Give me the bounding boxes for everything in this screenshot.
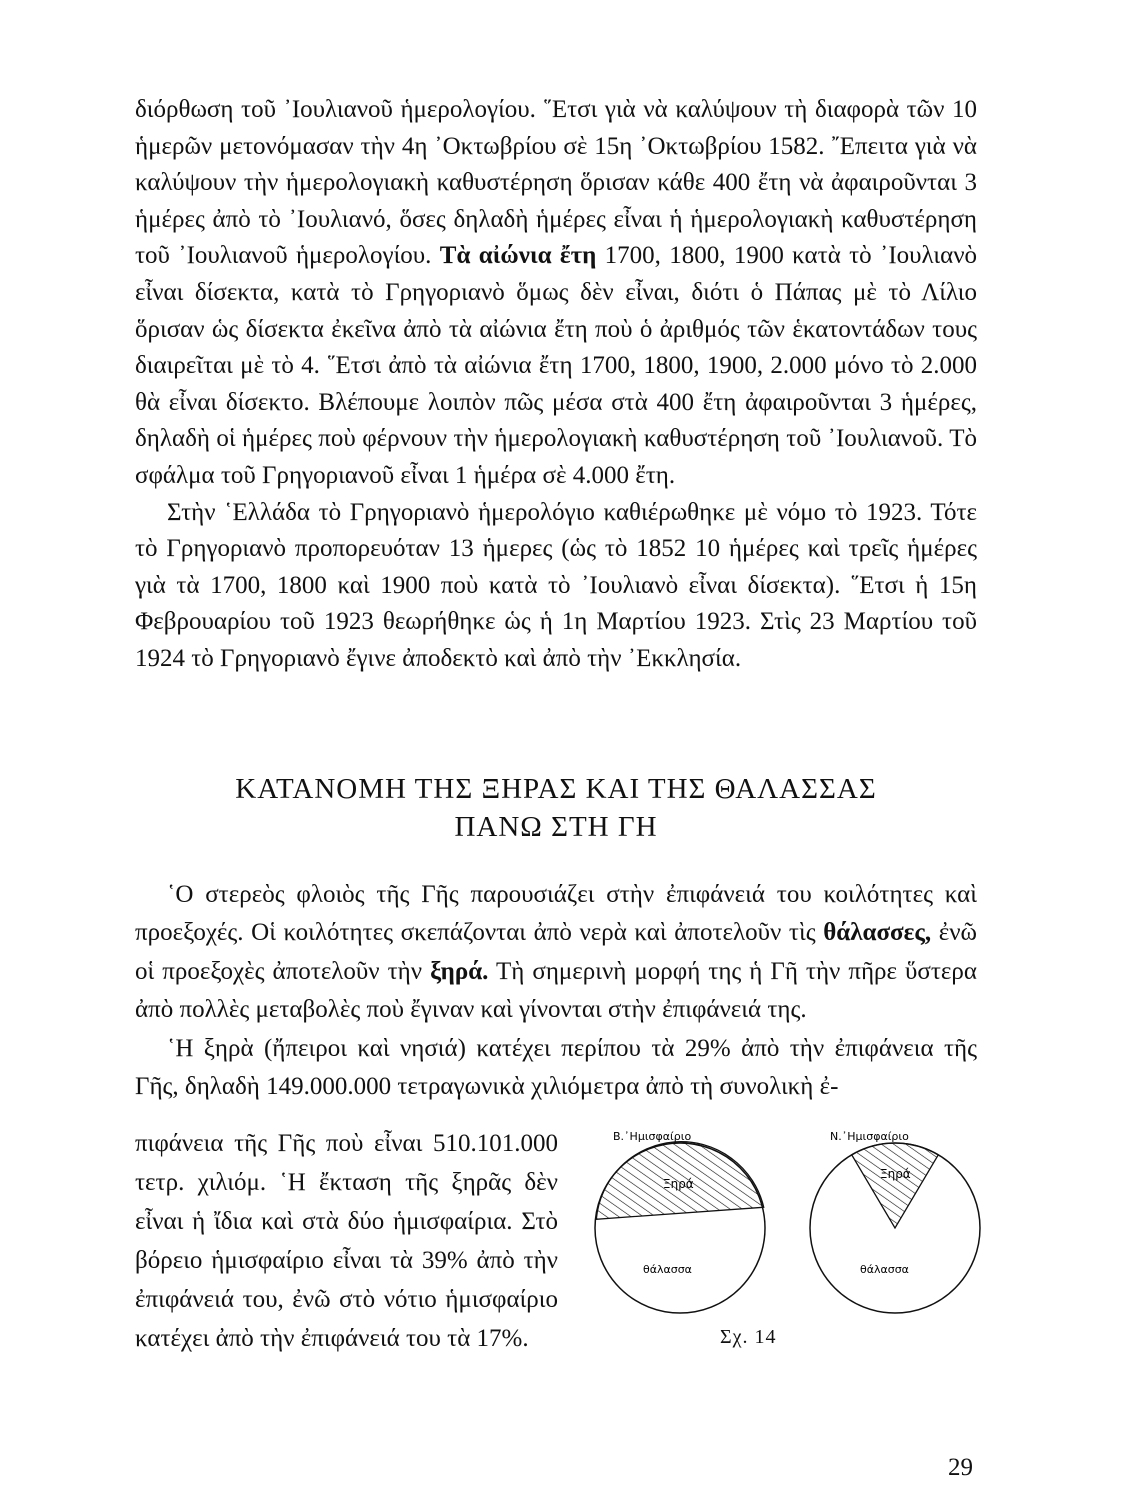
south-sea-label: θάλασσα (860, 1263, 909, 1276)
text-run: ἐνῶ οἱ προεξοχὲς ἀποτελοῦν τὴν (135, 919, 977, 985)
heading-line-1: ΚΑΤΑΝΟΜΗ ΤΗΣ ΞΗΡΑΣ ΚΑΙ ΤΗΣ ΘΑΛΑΣΣΑΣ (235, 773, 877, 805)
paragraph-hemispheres: πιφάνεια τῆς Γῆς ποὺ εἶναι 510.101.000 τετρ. χιλιόμ. ῾Η ἔκταση τῆς ξηρᾶς δὲν εἶναι ἡ ἴδια καὶ στὰ δύο ἡμισφαίρια. Στὸ βόρειο ἡμισφαίριο εἶναι τὰ 39% ἀπὸ τὴν ἐπιφάνειά του, ἐνῶ στὸ νότιο ἡμισφαίριο κατέχει ἀπὸ τὴν ἐπιφάνειά του τὰ 17%. (135, 1130, 558, 1352)
page-number: 29 (948, 1454, 973, 1481)
bold-term-seas: θάλασσες, (823, 919, 932, 947)
text-run: 1700, 1800, 1900 κατὰ τὸ ᾽Ιουλιανὸ εἶναι δίσεκτα, κατὰ τὸ Γρηγοριανὸ ὅμως δὲν εἶναι, διότι ὁ Πάπας μὲ τὸ Λίλιο ὅρισαν ὡς δίσεκτα ἐκεῖνα ἀπὸ τὰ αἰώνια ἔτη ποὺ ὁ ἀριθμός τῶν ἑκατοντάδων τους διαιρεῖται μὲ τὸ 4. ῞Ετσι ἀπὸ τὰ αἰώνια ἔτη 1700, 1800, 1900, 2.000 μόνο τὸ 2.000 θὰ εἶναι δίσεκτο. Βλέπουμε λοιπὸν πῶς μέσα στὰ 400 ἔτη ἀφαιροῦνται 3 ἡμέρες, δηλαδὴ οἱ ἡμέρες ποὺ φέρνουν τὴν ἡμερολογιακὴ καθυστέρηση τοῦ ᾽Ιουλιανοῦ. Τὸ σφάλμα τοῦ Γρηγοριανοῦ εἶναι 1 ἡμέρα σὲ 4.000 ἔτη. (135, 242, 977, 489)
text-run: διόρθωση τοῦ ᾽Ιουλιανοῦ ἡμερολογίου. ῞Ετσι γιὰ νὰ καλύψουν τὴ διαφορὰ τῶν 10 ἡμερῶν μετονόμασαν τὴν 4η ᾽Οκτωβρίου σὲ 15η ᾽Οκτωβρίου 1582. ῎Επειτα γιὰ νὰ καλύψουν τὴν ἡμερολογιακὴ καθυστέρηση ὅρισαν κάθε 400 ἔτη νὰ ἀφαιροῦνται 3 ἡμέρες ἀπὸ τὸ ᾽Ιουλιανό, ὅσες δηλαδὴ ἡμέρες εἶναι ἡ ἡμερολογιακὴ καθυστέρηση τοῦ ᾽Ιουλιανοῦ ἡμερολογίου. (135, 96, 977, 270)
text-run: ῾Η ξηρὰ (ἤπειροι καὶ νησιά) κατέχει περίπου τὰ 29% ἀπὸ τὴν ἐπιφάνεια τῆς Γῆς, δηλαδὴ 149.000.000 τετραγωνικὰ χιλιόμετρα ἀπὸ τὴ συνολικὴ ἐ- (135, 1034, 977, 1101)
north-sea-label: θάλασσα (643, 1263, 692, 1276)
paragraph-calendar-correction (135, 92, 977, 495)
paragraph-greece-calendar (135, 495, 977, 678)
bottom-text-block (135, 876, 977, 1106)
text-run: Στὴν ῾Ελλάδα τὸ Γρηγοριανὸ ἡμερολόγιο καθιέρωθηκε μὲ νόμο τὸ 1923. Τότε τὸ Γρηγοριανὸ προπορευόταν 13 ἡμερες (ὡς τὸ 1852 10 ἡμέρες καὶ τρεῖς ἡμέρες γιὰ τὰ 1700, 1800 καὶ 1900 ποὺ κατὰ τὸ ᾽Ιουλιανὸ εἶναι δίσεκτα). ῞Ετσι ἡ 15η Φεβρουαρίου τοῦ 1923 θεωρήθηκε ὡς ἡ 1η Μαρτίου 1923. Στὶς 23 Μαρτίου τοῦ 1924 τὸ Γρηγοριανὸ ἔγινε ἀποδεκτὸ καὶ ἀπὸ τὴν ᾽Εκκλησία. (135, 498, 977, 672)
figure-hemisphere-land-sea (575, 1118, 985, 1368)
section-heading (135, 770, 977, 846)
hemisphere-diagram (575, 1118, 985, 1328)
paragraph-land-area (135, 1030, 977, 1107)
bold-term-land: ξηρά. (430, 957, 489, 985)
figure-caption: Σχ. 14 (720, 1326, 777, 1348)
text-run: Τὴ σημερινὴ μορφή της ἡ Γῆ τὴν πῆρε ὕστερα ἀπὸ πολλὲς μεταβολὲς ποὺ ἔγιναν καὶ γίνονται στὴν ἐπιφάνειά της. (135, 957, 977, 1024)
wrapped-text-beside-figure (135, 1124, 558, 1358)
south-land-sector (852, 1143, 939, 1228)
north-land-label: Ξηρά (663, 1177, 694, 1191)
text-run: ῾Ο στερεὸς φλοιὸς τῆς Γῆς παρουσιάζει στὴν ἐπιφάνειά του κοιλότητες καὶ προεξοχές. Οἱ κοιλότητες σκεπάζονται ἀπὸ νερὰ καὶ ἀποτελοῦν τὶς (135, 881, 977, 947)
bold-term-eternal-years: Τὰ αἰώνια ἔτη (439, 242, 597, 270)
south-hemisphere-title: Ν.᾽Ημισφαίριο (830, 1130, 909, 1143)
top-text-block (135, 92, 977, 678)
paragraph-earth-crust (135, 876, 977, 1030)
south-land-label: Ξηρά (880, 1167, 911, 1181)
heading-line-2: ΠΑΝΩ ΣΤΗ ΓΗ (454, 811, 658, 843)
north-hemisphere-title: Β.᾽Ημισφαίριο (613, 1130, 692, 1143)
